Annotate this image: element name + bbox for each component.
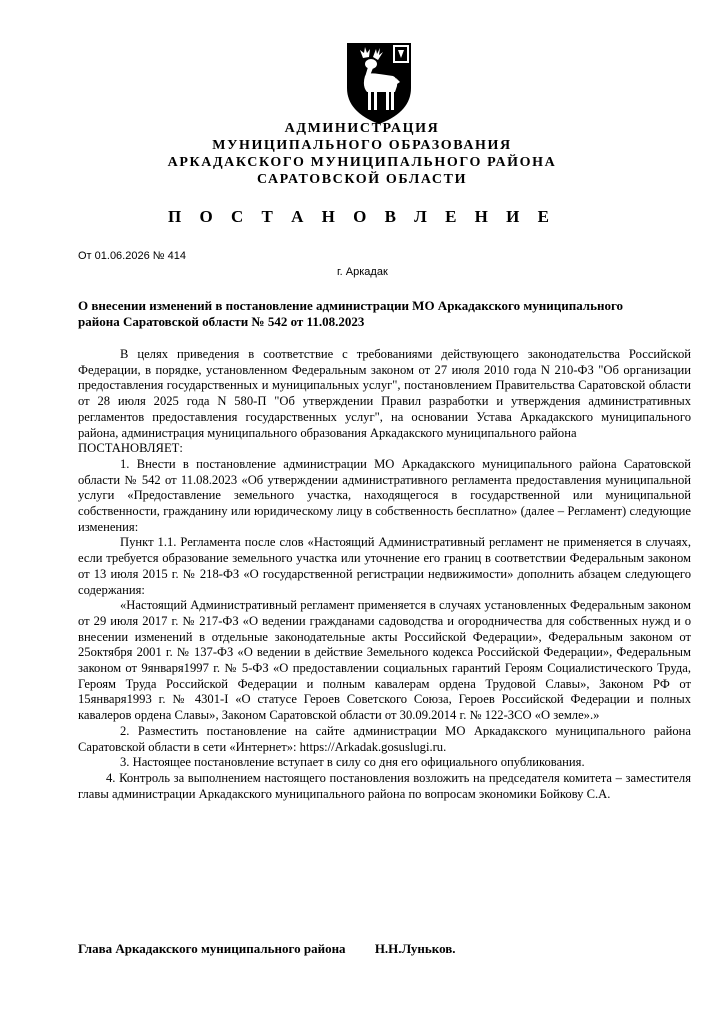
document-subject: О внесении изменений в постановление администрации МО Аркадакского муниципального района Саратовской области № 542 от 11.08.2023 <box>78 298 624 329</box>
signature-position: Глава Аркадакского муниципального района <box>78 941 346 956</box>
paragraph-item-1: 1. Внести в постановление администрации МО Аркадакского муниципального района Саратовской области № 542 от 11.08.2023 «Об утверждении административного регламента предоставления муниципальной услуги «Предоставление земельного участка, находящегося в государственной или муниципальной собственности, гражданину или юридическому лицу в собственность бесплатно» (далее – Регламент) следующие изменения: <box>78 456 691 534</box>
paragraph-resolves: ПОСТАНОВЛЯЕТ: <box>78 441 183 456</box>
signature-block <box>78 941 691 957</box>
paragraph-clause-1-1: Пункт 1.1. Регламента после слов «Настоящий Административный регламент не применяется в случаях, если требуется образование земельного участка или уточнение его границ в соответствии Федеральным законом от 13 июля 2015 г. № 218-ФЗ «О государственной регистрации недвижимости» дополнить абзацем следующего содержания: <box>78 535 691 597</box>
header-line-2: МУНИЦИПАЛЬНОГО ОБРАЗОВАНИЯ <box>212 138 512 153</box>
header-line-1: АДМИНИСТРАЦИЯ <box>284 121 440 136</box>
place: г. Аркадак <box>337 266 388 278</box>
paragraph-item-4: 4. Контроль за выполнением настоящего постановления возложить на председателя комитета – заместителя главы администрации Аркадакского муниципального района по вопросам экономики Бойкову С.А. <box>78 770 691 801</box>
date-number: От 01.06.2026 № 414 <box>78 250 186 262</box>
header-line-4: САРАТОВСКОЙ ОБЛАСТИ <box>256 172 468 187</box>
paragraph-quote: «Настоящий Административный регламент применяется в случаях установленных Федеральным законом от 29 июля 2017 г. № 217-ФЗ «О ведении гражданами садоводства и огородничества для собственных нужд и о внесении изменений в отдельные законодательные акты Российской Федерации», Федеральным законом от 25октября 2001 г. № 137-ФЗ «О ведении в действие Земельного кодекса Российской Федерации», Федеральным законом от 9января1997 г. № 5-ФЗ «О предоставлении социальных гарантий Героям Социалистического Труда, Героям Труда Российской Федерации и полным кавалерам ордена Трудовой Славы», Законом РФ от 15января1993 г. № 4301-I «О статусе Героев Советского Союза, Героев Российской Федерации и полных кавалеров ордена Славы», Законом Саратовской области от 30.09.2014 г. № 122-ЗСО «О земле».» <box>78 598 691 723</box>
header-line-3: АРКАДАКСКОГО МУНИЦИПАЛЬНОГО РАЙОНА <box>167 155 557 170</box>
coat-of-arms-elk-icon <box>343 40 415 126</box>
paragraph-preamble: В целях приведения в соответствие с требованиями действующего законодательства Российской Федерации, в порядке, установленном Федеральным законом от 27 июля 2010 года N 210-ФЗ "Об организации предоставления государственных и муниципальных услуг", постановлением Правительства Саратовской области от 28 июля 2025 года N 580-П "Об утверждении Правил разработки и утверждения административных регламентов предоставления государственных услуг", на основании Устава Аркадакского муниципального района, администрация муниципального образования Аркадакского муниципального района <box>78 347 691 440</box>
paragraph-item-2: 2. Разместить постановление на сайте администрации МО Аркадакского муниципального района Саратовской области в сети «Интернет»: https://Arkadak.gosuslugi.ru. <box>78 723 691 754</box>
document-body <box>78 347 691 802</box>
document-type-title: П О С Т А Н О В Л Е Н И Е <box>168 207 556 226</box>
paragraph-item-3: 3. Настоящее постановление вступает в силу со дня его официального опубликования. <box>120 755 585 770</box>
signature-name: Н.Н.Луньков. <box>374 941 456 956</box>
organization-header <box>0 120 724 188</box>
